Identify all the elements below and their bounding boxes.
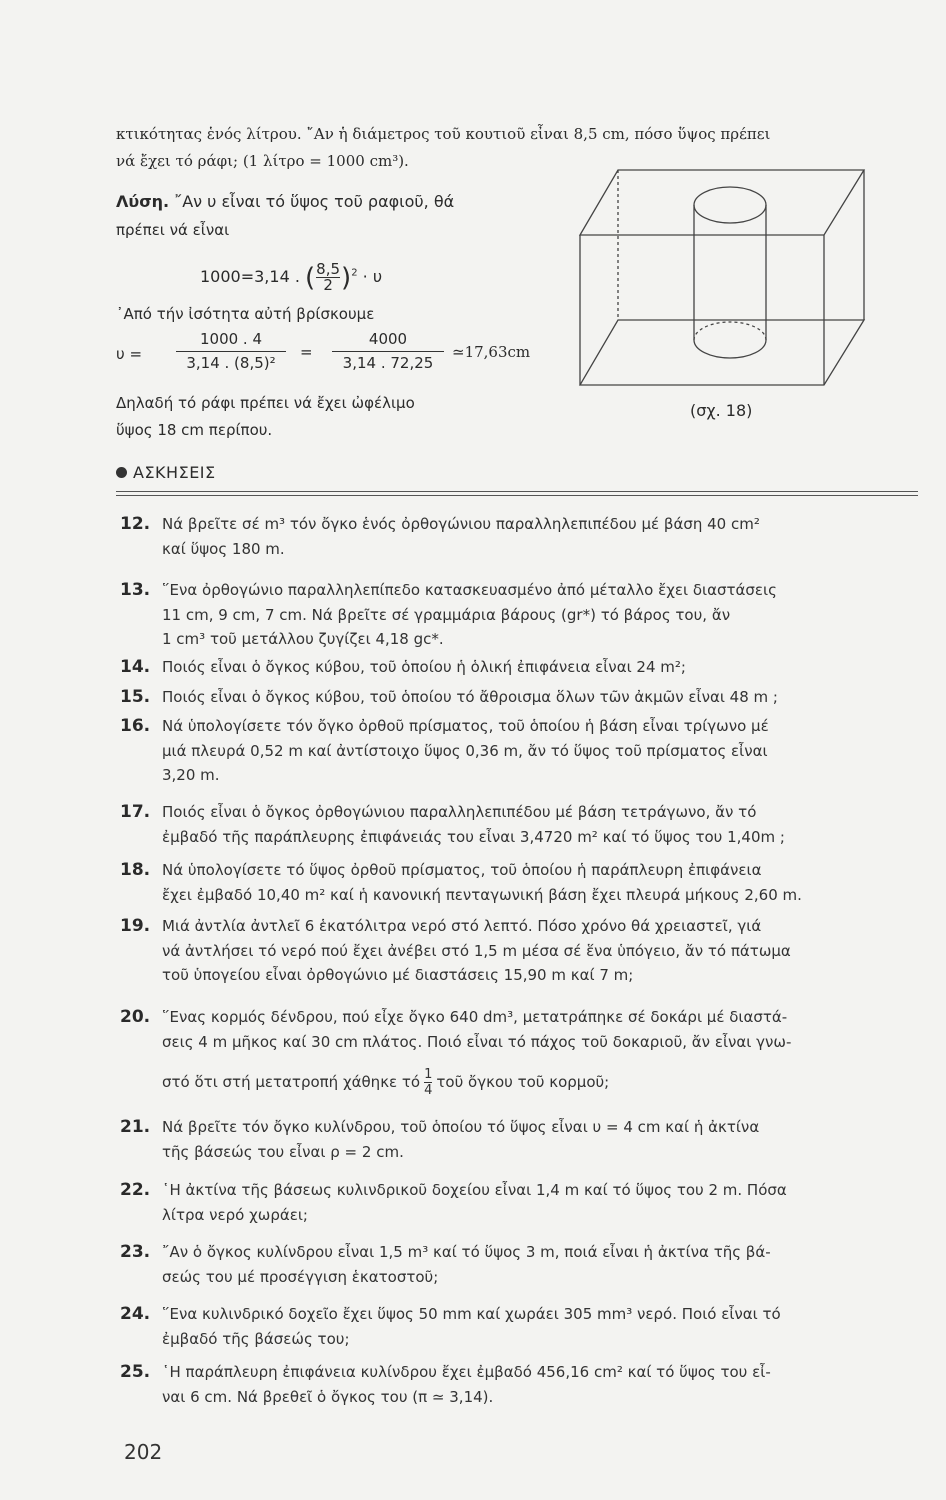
exercise-line: ῎Αν ὁ ὄγκος κυλίνδρου εἶναι 1,5 m³ καί τό ὕψος 3 m, ποιά εἶναι ἡ ἀκτίνα τῆς βά-	[162, 1243, 771, 1261]
exercise-line-fraction	[162, 1067, 609, 1098]
intro-line-1: κτικότητας ἑνός λίτρου. ῎Αν ἡ διάμετρος τοῦ κουτιοῦ εἶναι 8,5 cm, πόσο ὕψος πρέπει	[116, 125, 771, 143]
u-equals: υ =	[116, 345, 143, 363]
exercise-line: ναι 6 cm. Νά βρεθεῖ ὁ ὄγκος του (π ≃ 3,14).	[162, 1387, 494, 1406]
exercise-line: Ποιός εἶναι ὁ ὄγκος ὀρθογώνιου παραλληλεπιπέδου μέ βάση τετράγωνο, ἄν τό	[162, 803, 757, 821]
section-rule	[116, 491, 918, 492]
exercise-line: ῞Ενα ὀρθογώνιο παραλληλεπίπεδο κατασκευασμένο ἀπό μέταλλο ἔχει διαστάσεις	[162, 581, 777, 599]
exercise-line: ῾Η παράπλευρη ἐπιφάνεια κυλίνδρου ἔχει ἐμβαδό 456,16 cm² καί τό ὕψος του εἶ-	[162, 1363, 771, 1381]
exercise-line: ἐμβαδό τῆς παράπλευρης ἐπιφάνειάς του εἶναι 3,4720 m² καί τό ὕψος του 1,40m ;	[162, 827, 785, 846]
exercise-line: νά ἀντλήσει τό νερό πού ἔχει ἀνέβει στό 1,5 m μέσα σέ ἕνα ὑπόγειο, ἄν τό πάτωμα	[162, 941, 791, 960]
exercise-number: 15.	[120, 687, 151, 707]
cylinder-bottom-hidden	[694, 322, 766, 340]
solution-text-1: ῎Αν υ εἶναι τό ὕψος τοῦ ραφιοῦ, θά	[169, 192, 455, 211]
exercise-number: 20.	[120, 1007, 151, 1027]
exercise-line: τῆς βάσεώς του εἶναι ρ = 2 cm.	[162, 1142, 404, 1161]
conclusion-line-2: ὕψος 18 cm περίπου.	[116, 421, 273, 439]
equation-1-exp: 2	[351, 267, 358, 279]
equals-sign: =	[300, 343, 313, 361]
figure-18-cylinder-box	[578, 160, 868, 400]
equation-1: 1000=3,14 . ( $\frac{8,5}{2}$ )$^2$ · υ	[200, 260, 383, 294]
fraction-2-den: 3,14 . 72,25	[342, 354, 434, 372]
fraction-1-den: 3,14 . (8,5)²	[186, 354, 276, 372]
intro-line-2: νά ἔχει τό ράφι; (1 λίτρο = 1000 cm³).	[116, 152, 409, 170]
equation-1-left: 1000=3,14 .	[200, 267, 300, 286]
exercise-line: μιά πλευρά 0,52 m καί ἀντίστοιχο ὕψος 0,36 m, ἄν τό ὕψος τοῦ πρίσματος εἶναι	[162, 741, 768, 760]
exercise-number: 24.	[120, 1304, 151, 1324]
box-bottom-face	[580, 320, 864, 385]
exercise-line: Ποιός εἶναι ὁ ὄγκος κύβου, τοῦ ὁποίου ἡ ὁλική ἐπιφάνεια εἶναι 24 m²;	[162, 658, 686, 676]
fraction-den: 4	[424, 1083, 433, 1098]
cylinder-bottom	[694, 340, 766, 358]
exercise-line: ἔχει ἐμβαδό 10,40 m² καί ἡ κανονική πενταγωνική βάση ἔχει πλευρά μήκους 2,60 m.	[162, 885, 802, 904]
exercise-number: 13.	[120, 580, 151, 600]
section-heading	[116, 462, 216, 484]
exercise-number: 14.	[120, 657, 151, 677]
equation-1-den: 2	[316, 277, 340, 293]
exercise-number: 12.	[120, 514, 151, 534]
bullet-icon	[116, 467, 127, 478]
exercise-line: Νά ὑπολογίσετε τόν ὄγκο ὀρθοῦ πρίσματος, τοῦ ὁποίου ἡ βάση εἶναι τρίγωνο μέ	[162, 717, 769, 735]
exercise-line: Νά βρεῖτε τόν ὄγκο κυλίνδρου, τοῦ ὁποίου τό ὕψος εἶναι υ = 4 cm καί ἡ ἀκτίνα	[162, 1118, 760, 1136]
exercise-line: τοῦ ὑπογείου εἶναι ὀρθογώνιο μέ διαστάσεις 15,90 m καί 7 m;	[162, 966, 634, 984]
exercise-number: 21.	[120, 1117, 151, 1137]
fraction-one-quarter	[424, 1067, 432, 1098]
section-title: ΑΣΚΗΣΕΙΣ	[133, 463, 216, 482]
solution-line-2: πρέπει νά εἶναι	[116, 221, 230, 239]
fraction-1-num: 1000 . 4	[199, 330, 263, 348]
exercise-line: ῞Ενας κορμός δένδρου, πού εἶχε ὄγκο 640 dm³, μετατράπηκε σέ δοκάρι μέ διαστά-	[162, 1008, 788, 1026]
fraction-1-bar	[176, 351, 286, 352]
exercise-line: ῞Ενα κυλινδρικό δοχεῖο ἔχει ὕψος 50 mm καί χωράει 305 mm³ νερό. Ποιό εἶναι τό	[162, 1305, 781, 1323]
exercise-text: τοῦ ὄγκου τοῦ κορμοῦ;	[436, 1073, 610, 1091]
solution-line-1	[116, 191, 454, 213]
exercise-line: σεώς του μέ προσέγγιση ἑκατοστοῦ;	[162, 1267, 439, 1286]
exercise-text: στό ὅτι στή μετατροπή χάθηκε τό	[162, 1073, 421, 1091]
solution-label: Λύση.	[116, 192, 170, 211]
conclusion-line-1: Δηλαδή τό ράφι πρέπει νά ἔχει ὠφέλιμο	[116, 394, 415, 412]
exercise-line: Νά βρεῖτε σέ m³ τόν ὄγκο ἑνός ὀρθογώνιου παραλληλεπιπέδου μέ βάση 40 cm²	[162, 515, 760, 533]
from-equality-text: ᾿Από τήν ἰσότητα αὐτή βρίσκουμε	[116, 305, 375, 323]
fraction-2-bar	[332, 351, 444, 352]
fraction-num: 1	[424, 1067, 433, 1082]
box-top-face	[580, 170, 864, 235]
exercise-number: 18.	[120, 860, 151, 880]
exercise-line: Νά ὑπολογίσετε τό ὕψος ὀρθοῦ πρίσματος, τοῦ ὁποίου ἡ παράπλευρη ἐπιφάνεια	[162, 861, 762, 879]
result: ≃17,63cm	[452, 343, 531, 361]
exercise-number: 25.	[120, 1362, 151, 1382]
equation-1-right: · υ	[362, 267, 383, 286]
exercise-line: καί ὕψος 180 m.	[162, 539, 285, 558]
exercise-number: 16.	[120, 716, 151, 736]
exercise-number: 23.	[120, 1242, 151, 1262]
exercise-line: ἐμβαδό τῆς βάσεώς του;	[162, 1329, 350, 1348]
figure-caption: (σχ. 18)	[690, 401, 753, 420]
exercise-line: ῾Η ἀκτίνα τῆς βάσεως κυλινδρικοῦ δοχείου εἶναι 1,4 m καί τό ὕψος του 2 m. Πόσα	[162, 1181, 787, 1199]
exercise-line: 11 cm, 9 cm, 7 cm. Νά βρεῖτε σέ γραμμάρια βάρους (gr*) τό βάρος του, ἄν	[162, 605, 731, 624]
exercise-line: 3,20 m.	[162, 766, 220, 784]
section-rule-thin	[116, 495, 918, 496]
exercise-line: σεις 4 m μῆκος καί 30 cm πλάτος. Ποιό εἶναι τό πάχος τοῦ δοκαριοῦ, ἄν εἶναι γνω-	[162, 1033, 792, 1051]
page-number: 202	[124, 1440, 163, 1464]
exercise-number: 19.	[120, 916, 151, 936]
equation-1-num: 8,5	[316, 260, 341, 278]
exercise-line: λίτρα νερό χωράει;	[162, 1205, 308, 1224]
exercise-line: Ποιός εἶναι ὁ ὄγκος κύβου, τοῦ ὁποίου τό ἄθροισμα ὅλων τῶν ἀκμῶν εἶναι 48 m ;	[162, 688, 778, 706]
exercise-number: 17.	[120, 802, 151, 822]
exercise-line: Μιά ἀντλία ἀντλεῖ 6 ἑκατόλιτρα νερό στό λεπτό. Πόσο χρόνο θά χρειαστεῖ, γιά	[162, 917, 762, 935]
cylinder-top	[694, 187, 766, 223]
fraction-2-num: 4000	[368, 330, 408, 348]
exercise-line: 1 cm³ τοῦ μετάλλου ζυγίζει 4,18 gc*.	[162, 630, 444, 648]
exercise-number: 22.	[120, 1180, 151, 1200]
